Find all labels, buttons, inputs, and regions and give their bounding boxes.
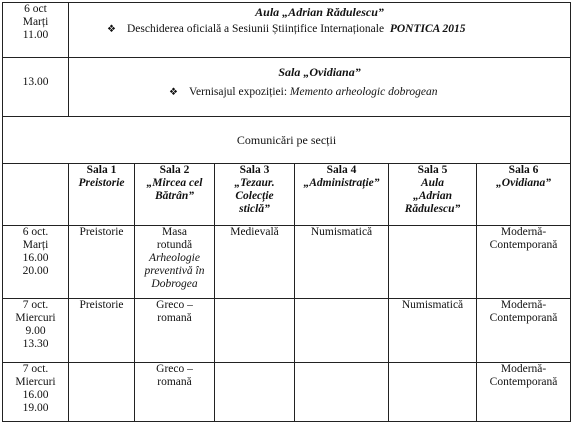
room-subtitle: sticlă” (239, 203, 270, 216)
day-row (3, 225, 571, 299)
sections-title: Comunicări pe secții (3, 117, 571, 164)
session-text: rotundă (156, 238, 193, 251)
session-cell (477, 362, 571, 421)
aula-item (107, 23, 466, 36)
day-label-line: 6 oct. (22, 225, 49, 238)
sections-title-row (3, 117, 571, 164)
session-text: Preistorie (79, 225, 124, 238)
session-cell (215, 362, 295, 421)
session-text: Arheologie (149, 251, 200, 264)
room-subtitle: „Tezaur. (234, 177, 275, 190)
session-text: Numismatică (401, 299, 464, 312)
room-header-6 (477, 164, 571, 225)
session-cell (135, 362, 215, 421)
room-name: Sala 6 (508, 164, 539, 177)
room-subtitle: „Administrație” (303, 177, 380, 190)
day-label-line: 16.00 (22, 251, 49, 264)
aula-item-bold: PONTICA 2015 (389, 23, 466, 35)
aula-title: Aula „Adrian Rădulescu” (255, 5, 384, 19)
day-label-line: 9.00 (25, 325, 46, 338)
aula-item-text: Deschiderea oficială a Sesiunii Științifice Internaționale (127, 23, 385, 35)
day-label-line: Marți (22, 238, 49, 251)
room-subtitle: Rădulescu” (404, 203, 461, 216)
session-text: romană (157, 312, 192, 325)
room-header-4 (295, 164, 389, 225)
room-subtitle: Bătrân” (155, 190, 194, 203)
opening-day-cell (3, 3, 69, 58)
session-text: Masa (162, 225, 187, 238)
session-cell (295, 225, 389, 299)
schedule-table (2, 2, 571, 422)
sala-cell (69, 58, 571, 117)
session-text: Greco – (156, 362, 193, 375)
day-label-cell (3, 299, 69, 362)
diamond-bullet-icon: ❖ (169, 87, 178, 99)
session-cell (69, 362, 135, 421)
rooms-header-row (3, 164, 571, 225)
opening-row-sala (3, 58, 571, 117)
opening-weekday: Marți (22, 16, 49, 28)
day-label-line: Miercuri (15, 312, 56, 325)
day-label-line: 16.00 (22, 388, 49, 401)
session-cell (135, 225, 215, 299)
room-subtitle: Preistorie (78, 177, 125, 190)
session-cell (295, 362, 389, 421)
session-text: Dobrogea (151, 277, 198, 290)
room-header-3 (215, 164, 295, 225)
diamond-bullet-icon: ❖ (107, 24, 116, 35)
opening-time-cell (3, 58, 69, 117)
day-label-cell (3, 362, 69, 421)
aula-cell (69, 3, 571, 58)
room-header-1 (69, 164, 135, 225)
sala-item-italic: Memento arheologic dobrogean (289, 86, 438, 99)
session-text: Modernă- (500, 299, 547, 312)
day-label-line: 20.00 (22, 264, 49, 277)
session-text: Medievală (230, 225, 279, 238)
session-cell (389, 225, 477, 299)
empty-header-cell (3, 164, 69, 225)
opening-day: 6 oct (24, 3, 47, 15)
session-text: Greco – (156, 299, 193, 312)
opening-time-2: 13.00 (22, 76, 49, 89)
sala-item (169, 86, 437, 99)
day-label-line: 7 oct. (22, 362, 49, 375)
session-cell (389, 362, 477, 421)
session-text: romană (157, 375, 192, 388)
room-subtitle: „Ovidiana” (496, 177, 551, 190)
session-text: Modernă- (500, 225, 547, 238)
room-name: Sala 5 (417, 164, 448, 177)
session-text: preventivă în (144, 264, 205, 277)
day-row (3, 362, 571, 421)
session-text: Numismatică (310, 225, 373, 238)
session-cell (295, 299, 389, 362)
session-cell (477, 299, 571, 362)
room-header-2 (135, 164, 215, 225)
session-cell (69, 299, 135, 362)
room-header-5 (389, 164, 477, 225)
room-subtitle: „Adrian (413, 190, 452, 203)
opening-time-1: 11.00 (22, 29, 49, 41)
room-name: Sala 2 (159, 164, 190, 177)
session-cell (477, 225, 571, 299)
sala-title: Sala „Ovidiana” (278, 65, 361, 80)
session-cell (215, 225, 295, 299)
day-label-line: 7 oct. (22, 299, 49, 312)
room-name: Sala 4 (326, 164, 357, 177)
session-text: Contemporană (489, 238, 558, 251)
day-label-line: 13.30 (22, 338, 49, 351)
room-subtitle: Aula (420, 177, 444, 190)
room-subtitle: Colecție (235, 190, 274, 203)
session-text: Modernă- (500, 362, 547, 375)
room-subtitle: „Mircea cel (146, 177, 203, 190)
opening-row-aula (3, 3, 571, 58)
session-cell (215, 299, 295, 362)
day-label-cell (3, 225, 69, 299)
session-text: Preistorie (79, 299, 124, 312)
day-label-line: 19.00 (22, 401, 49, 414)
room-name: Sala 3 (239, 164, 270, 177)
session-cell (69, 225, 135, 299)
sala-item-prefix: Vernisajul expoziției: (189, 86, 288, 99)
session-cell (135, 299, 215, 362)
day-row (3, 299, 571, 362)
session-text: Contemporană (489, 375, 558, 388)
session-text: Contemporană (489, 312, 558, 325)
day-label-line: Miercuri (15, 375, 56, 388)
room-name: Sala 1 (86, 164, 117, 177)
session-cell (389, 299, 477, 362)
